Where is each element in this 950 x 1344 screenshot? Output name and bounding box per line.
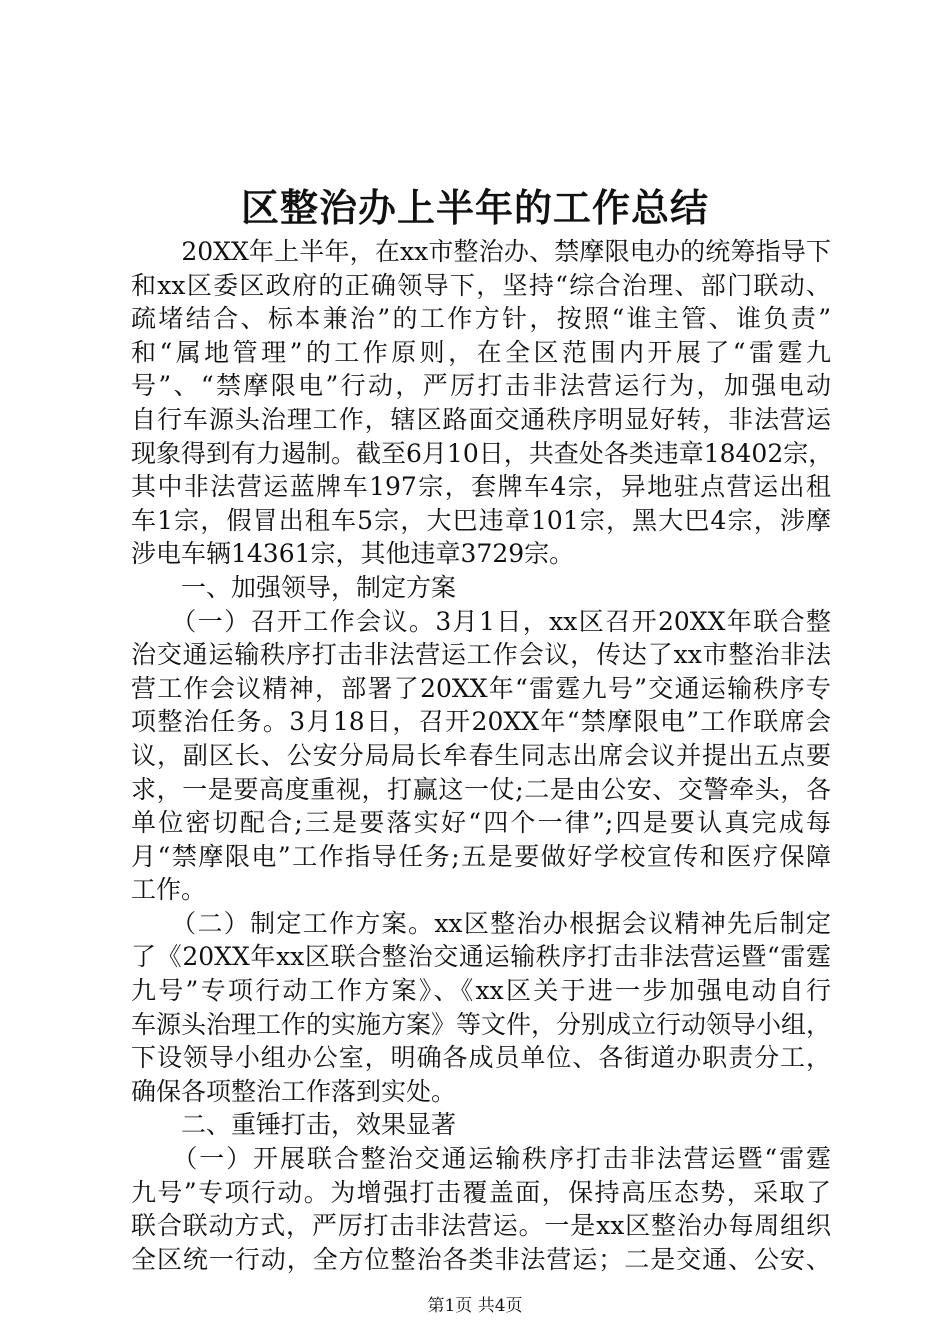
text-line: 营工作会议精神，部署了20XX年“雷霆九号”交通运输秩序专: [131, 673, 831, 703]
text-line: （二）制定工作方案。xx区整治办根据会议精神先后制定: [131, 908, 831, 938]
document-body: [131, 235, 834, 1276]
text-line: 和“属地管理”的工作原则，在全区范围内开展了“雷霆九: [131, 337, 831, 367]
text-line: （一）召开工作会议。3月1日，xx区召开20XX年联合整: [131, 606, 831, 636]
text-line: 确保各项整治工作落到实处。: [131, 1076, 457, 1106]
text-line: 其中非法营运蓝牌车197宗，套牌车4宗，异地驻点营运出租: [131, 472, 831, 502]
text-line: 议，副区长、公安分局局长牟春生同志出席会议并提出五点要: [131, 740, 831, 770]
text-line: 求，一是要高度重视，打赢这一仗;二是由公安、交警牵头，各: [131, 774, 831, 804]
text-line: 联合联动方式，严厉打击非法营运。一是xx区整治办每周组织: [131, 1211, 831, 1241]
text-line: 全区统一行动，全方位整治各类非法营运；二是交通、公安、: [131, 1244, 831, 1274]
text-line: 工作。: [131, 875, 207, 905]
text-line: 车1宗，假冒出租车5宗，大巴违章101宗，黑大巴4宗，涉摩: [131, 505, 831, 535]
text-line: （一）开展联合整治交通运输秩序打击非法营运暨“雷霆: [131, 1144, 831, 1174]
text-line: 了《20XX年xx区联合整治交通运输秩序打击非法营运暨“雷霆: [131, 942, 831, 972]
text-line: 九号”专项行动。为增强打击覆盖面，保持高压态势，采取了: [131, 1177, 831, 1207]
text-line: 现象得到有力遏制。截至6月10日，共查处各类违章18402宗，: [131, 438, 834, 468]
text-line: 九号”专项行动工作方案》、《xx区关于进一步加强电动自行: [131, 976, 831, 1006]
text-line: 20XX年上半年，在xx市整治办、禁摩限电办的统筹指导下: [131, 237, 831, 266]
text-line: 二、重锤打击，效果显著: [131, 1110, 457, 1140]
text-line: 疏堵结合、标本兼治”的工作方针，按照“谁主管、谁负责”: [131, 304, 831, 334]
page-footer: 第1页 共4页: [427, 1296, 523, 1316]
text-line: 自行车源头治理工作，辖区路面交通秩序明显好转，非法营运: [131, 404, 831, 434]
text-line: 涉电车辆14361宗，其他违章3729宗。: [131, 539, 575, 569]
text-line: 治交通运输秩序打击非法营运工作会议，传达了xx市整治非法: [131, 640, 831, 670]
text-line: 车源头治理工作的实施方案》等文件，分别成立行动领导小组，: [131, 1009, 832, 1039]
text-line: 月“禁摩限电”工作指导任务;五是要做好学校宣传和医疗保障: [131, 841, 831, 871]
text-line: 项整治任务。3月18日，召开20XX年“禁摩限电”工作联席会: [131, 707, 831, 737]
text-line: 单位密切配合;三是要落实好“四个一律”;四是要认真完成每: [131, 808, 831, 838]
text-line: 号”、“禁摩限电”行动，严厉打击非法营运行为，加强电动: [131, 371, 831, 401]
text-line: 下设领导小组办公室，明确各成员单位、各街道办职责分工，: [131, 1043, 831, 1073]
text-line: 和xx区委区政府的正确领导下，坚持“综合治理、部门联动、: [131, 270, 831, 300]
document-title: 区整治办上半年的工作总结: [240, 185, 709, 230]
text-line: 一、加强领导，制定方案: [131, 572, 457, 602]
